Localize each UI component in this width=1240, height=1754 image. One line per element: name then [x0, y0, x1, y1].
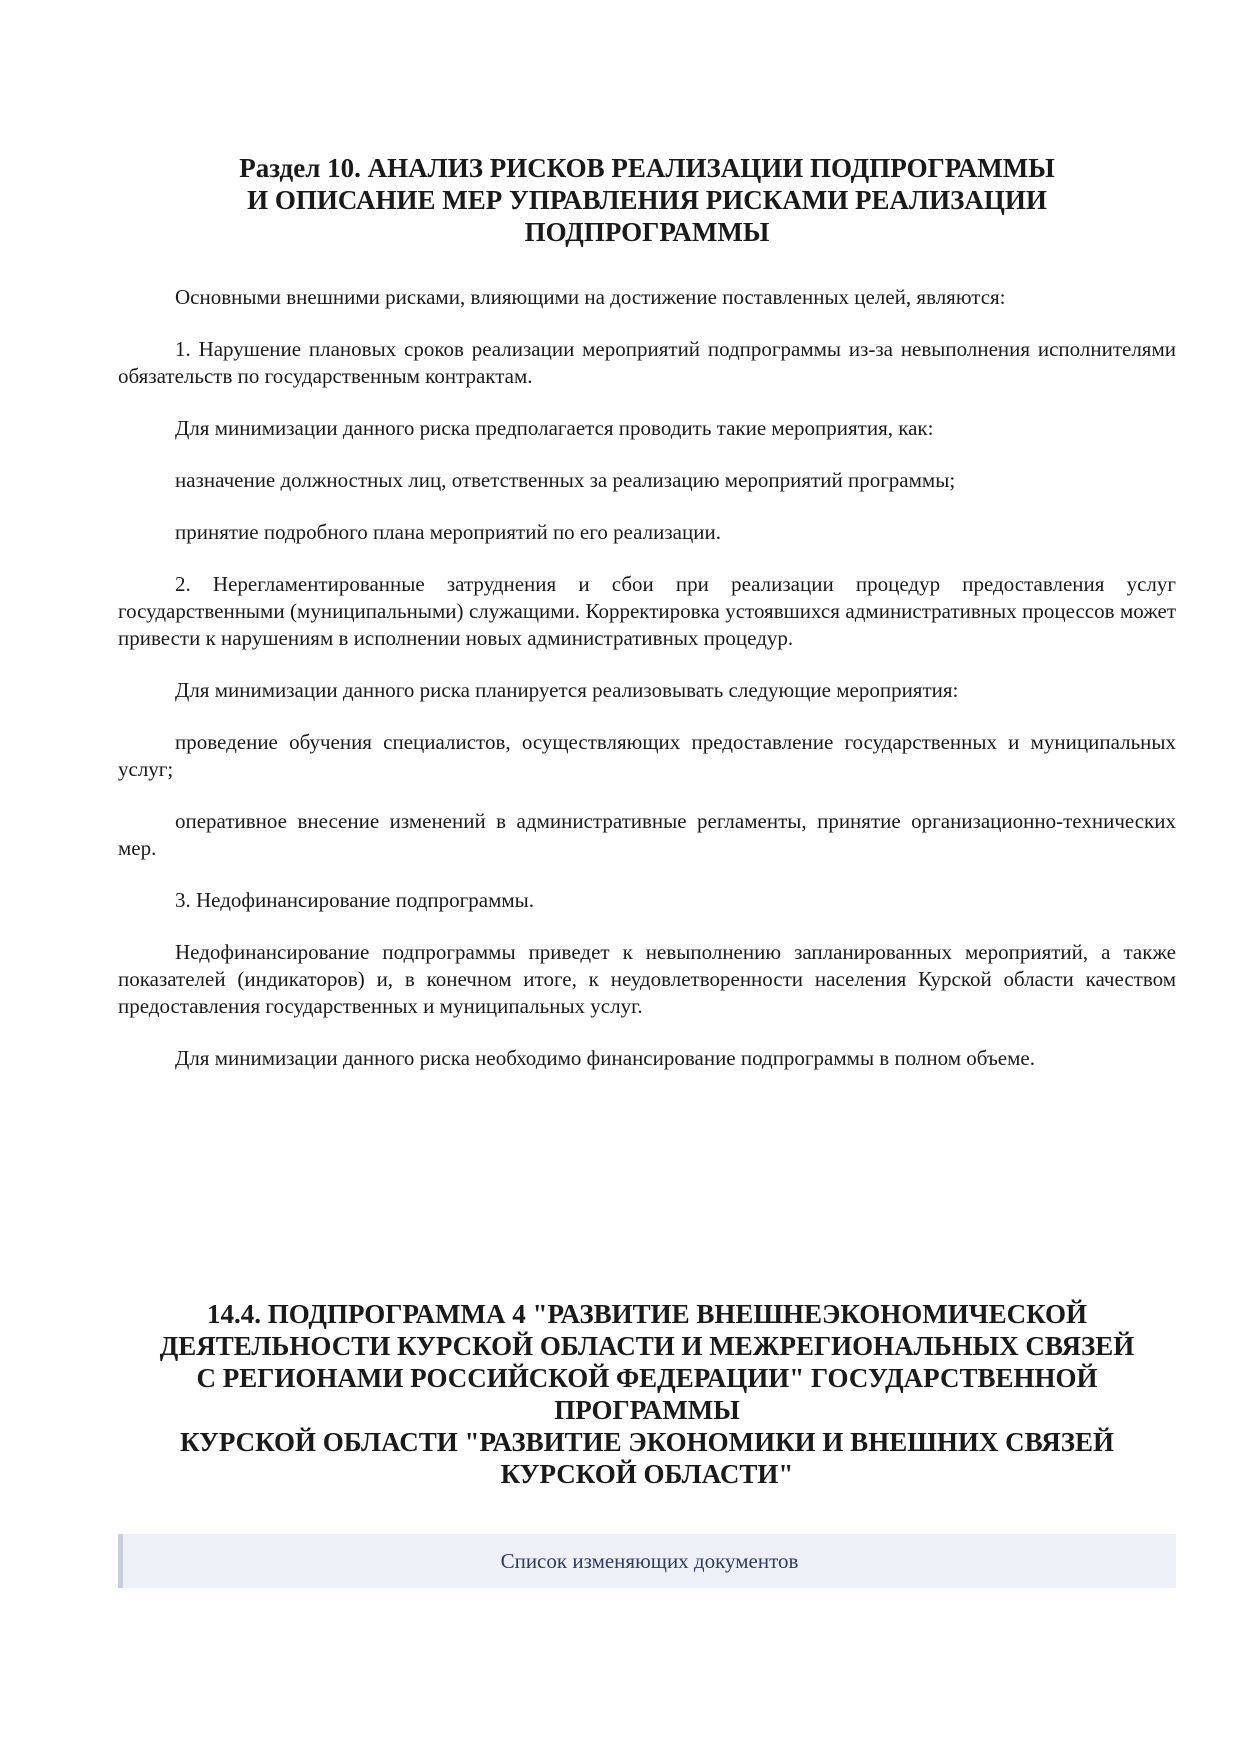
paragraph: Недофинансирование подпрограммы приведет к невыполнению запланированных мероприятий, а также показателей (индикаторов) и, в конечном итоге, к неудовлетворенности населения Курской области качеством предоставления государственных и муниципальных услуг. [118, 940, 1176, 1018]
title-line: ПОДПРОГРАММЫ [524, 217, 770, 247]
paragraph: проведение обучения специалистов, осуществляющих предоставление государственных и муниципальных услуг; [118, 730, 1176, 781]
title-line: И ОПИСАНИЕ МЕР УПРАВЛЕНИЯ РИСКАМИ РЕАЛИЗАЦИИ [247, 185, 1047, 215]
changing-documents-label: Список изменяющих документов [500, 1548, 799, 1573]
paragraph: Для минимизации данного риска предполагается проводить такие мероприятия, как: [175, 416, 934, 440]
paragraph: оперативное внесение изменений в административные регламенты, принятие организационно-технических мер. [118, 809, 1176, 860]
title-line: КУРСКОЙ ОБЛАСТИ" [500, 1459, 794, 1489]
section-10-title [118, 152, 1176, 248]
title-line: ПРОГРАММЫ [554, 1395, 740, 1425]
title-line: КУРСКОЙ ОБЛАСТИ "РАЗВИТИЕ ЭКОНОМИКИ И ВНЕШНИХ СВЯЗЕЙ [179, 1427, 1115, 1457]
paragraph: Для минимизации данного риска планируется реализовывать следующие мероприятия: [175, 678, 959, 702]
paragraph: Основными внешними рисками, влияющими на достижение поставленных целей, являются: [175, 285, 1006, 309]
title-line: С РЕГИОНАМИ РОССИЙСКОЙ ФЕДЕРАЦИИ" ГОСУДАРСТВЕННОЙ [196, 1363, 1098, 1393]
paragraph: Для минимизации данного риска необходимо финансирование подпрограммы в полном объеме. [175, 1046, 1035, 1070]
paragraph: 3. Недофинансирование подпрограммы. [175, 888, 535, 912]
paragraph: назначение должностных лиц, ответственных за реализацию мероприятий программы; [175, 468, 956, 492]
changing-documents-box[interactable] [118, 1534, 1176, 1588]
title-line: 14.4. ПОДПРОГРАММА 4 "РАЗВИТИЕ ВНЕШНЕЭКОНОМИЧЕСКОЙ [206, 1299, 1087, 1329]
paragraph: принятие подробного плана мероприятий по его реализации. [175, 520, 721, 544]
paragraph: 2. Нерегламентированные затруднения и сбои при реализации процедур предоставления услуг государственными (муниципальными) служащими. Корректировка устоявшихся административных процессов может привести к нарушениям в исполнении новых административных процедур. [118, 572, 1176, 650]
paragraph: 1. Нарушение плановых сроков реализации мероприятий подпрограммы из-за невыполнения исполнителями обязательств по государственным контрактам. [118, 337, 1176, 388]
title-line: Раздел 10. АНАЛИЗ РИСКОВ РЕАЛИЗАЦИИ ПОДПРОГРАММЫ [239, 153, 1055, 183]
title-line: ДЕЯТЕЛЬНОСТИ КУРСКОЙ ОБЛАСТИ И МЕЖРЕГИОНАЛЬНЫХ СВЯЗЕЙ [159, 1331, 1135, 1361]
section-10-body [118, 284, 1176, 1097]
subprogram-4-title [118, 1298, 1176, 1490]
